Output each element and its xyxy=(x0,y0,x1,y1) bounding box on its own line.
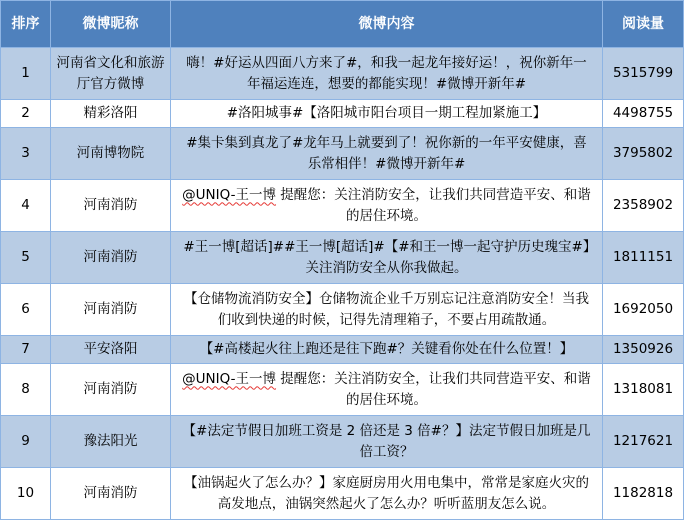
table-header-row xyxy=(1,1,684,48)
content-cell: 嗨！#好运从四面八方来了#，和我一起龙年接好运！，祝你新年一年福运连连，想要的都能实现！#微博开新年# xyxy=(171,48,603,100)
user-mention-link[interactable]: @UNIQ-王一博 xyxy=(182,370,277,387)
table-row xyxy=(1,232,684,284)
reads-cell: 3795802 xyxy=(603,128,684,180)
reads-cell: 2358902 xyxy=(603,180,684,232)
nickname-cell: 河南博物院 xyxy=(51,128,171,180)
table-row xyxy=(1,336,684,364)
nickname-cell: 精彩洛阳 xyxy=(51,100,171,128)
content-cell: #集卡集到真龙了#龙年马上就要到了！祝你新的一年平安健康，喜乐常相伴！#微博开新年# xyxy=(171,128,603,180)
table-row xyxy=(1,284,684,336)
table-row xyxy=(1,468,684,520)
rank-cell: 3 xyxy=(1,128,51,180)
nickname-cell: 河南消防 xyxy=(51,468,171,520)
nickname-cell: 河南消防 xyxy=(51,232,171,284)
reads-cell: 5315799 xyxy=(603,48,684,100)
content-cell: #王一博[超话]##王一博[超话]#【#和王一博一起守护历史瑰宝#】关注消防安全从你我做起。 xyxy=(171,232,603,284)
nickname-cell: 河南消防 xyxy=(51,284,171,336)
content-text: 提醒您：关注消防安全，让我们共同营造平安、和谐的居住环境。 xyxy=(276,370,591,408)
rank-cell: 7 xyxy=(1,336,51,364)
content-cell: 【油锅起火了怎么办？】家庭厨房用火用电集中，常常是家庭火灾的高发地点，油锅突然起火了怎么办？听听蓝朋友怎么说。 xyxy=(171,468,603,520)
rank-cell: 5 xyxy=(1,232,51,284)
reads-cell: 1217621 xyxy=(603,416,684,468)
user-mention-link[interactable]: @UNIQ-王一博 xyxy=(182,186,277,203)
table-row xyxy=(1,100,684,128)
table-row xyxy=(1,364,684,416)
table-row xyxy=(1,128,684,180)
nickname-cell: 河南消防 xyxy=(51,364,171,416)
rank-cell: 10 xyxy=(1,468,51,520)
reads-cell: 1692050 xyxy=(603,284,684,336)
content-cell: 【#高楼起火往上跑还是往下跑#？关键看你处在什么位置！】 xyxy=(171,336,603,364)
table-row xyxy=(1,48,684,100)
content-cell xyxy=(171,364,603,416)
nickname-cell: 河南省文化和旅游厅官方微博 xyxy=(51,48,171,100)
rank-cell: 2 xyxy=(1,100,51,128)
rank-cell: 8 xyxy=(1,364,51,416)
nickname-cell: 平安洛阳 xyxy=(51,336,171,364)
content-cell xyxy=(171,180,603,232)
table-row xyxy=(1,416,684,468)
reads-cell: 1182818 xyxy=(603,468,684,520)
content-cell: 【仓储物流消防安全】仓储物流企业千万别忘记注意消防安全！当我们收到快递的时候，记得先清理箱子，不要占用疏散通。 xyxy=(171,284,603,336)
content-cell: 【#法定节假日加班工资是 2 倍还是 3 倍#？】法定节假日加班是几倍工资？ xyxy=(171,416,603,468)
table-row xyxy=(1,180,684,232)
header-nickname: 微博昵称 xyxy=(51,1,171,48)
rank-cell: 1 xyxy=(1,48,51,100)
reads-cell: 1318081 xyxy=(603,364,684,416)
header-content: 微博内容 xyxy=(171,1,603,48)
nickname-cell: 河南消防 xyxy=(51,180,171,232)
rank-cell: 9 xyxy=(1,416,51,468)
rank-cell: 6 xyxy=(1,284,51,336)
reads-cell: 1350926 xyxy=(603,336,684,364)
rank-cell: 4 xyxy=(1,180,51,232)
header-rank: 排序 xyxy=(1,1,51,48)
header-reads: 阅读量 xyxy=(603,1,684,48)
content-cell: #洛阳城事#【洛阳城市阳台项目一期工程加紧施工】 xyxy=(171,100,603,128)
reads-cell: 1811151 xyxy=(603,232,684,284)
nickname-cell: 豫法阳光 xyxy=(51,416,171,468)
reads-cell: 4498755 xyxy=(603,100,684,128)
content-text: 提醒您：关注消防安全，让我们共同营造平安、和谐的居住环境。 xyxy=(276,186,591,224)
